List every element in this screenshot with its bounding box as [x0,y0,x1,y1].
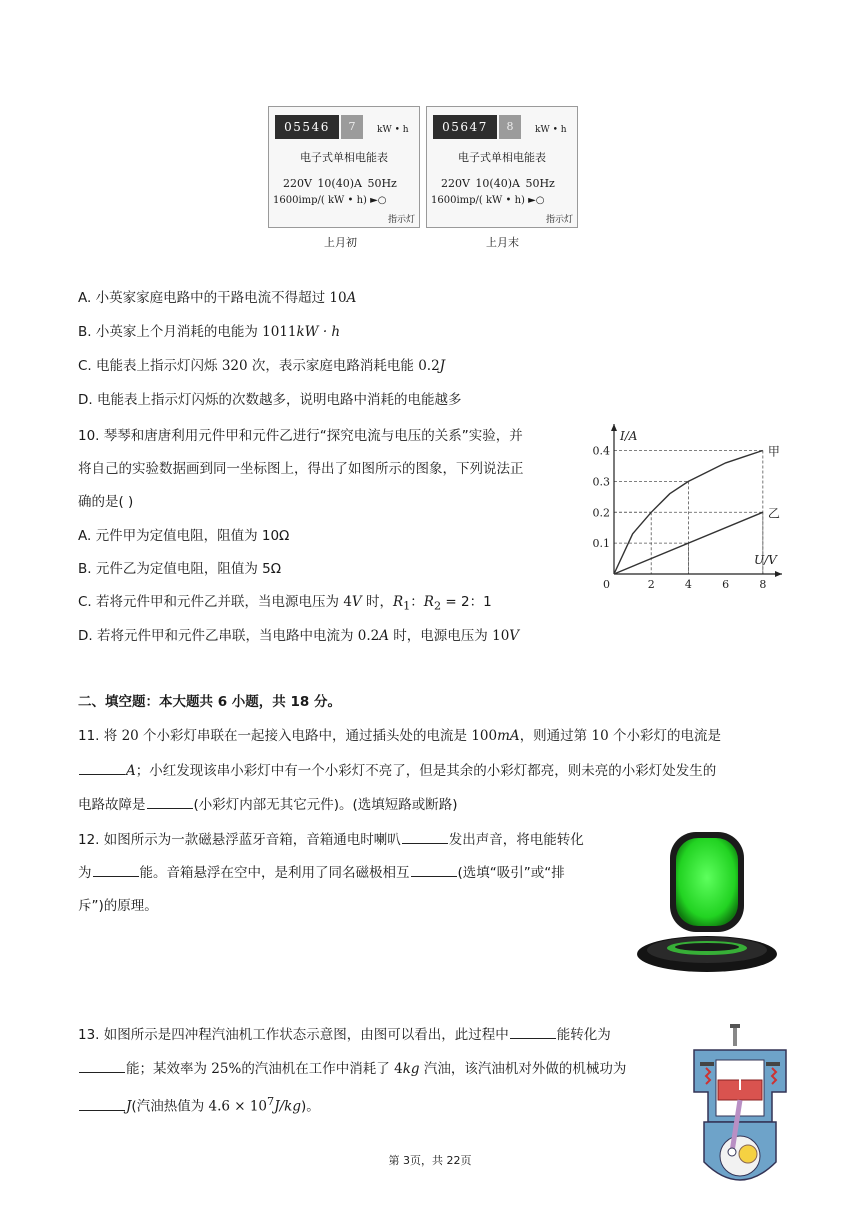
q11-line2: A；小红发现该串小彩灯中有一个小彩灯不亮了，但是其余的小彩灯都亮，则未亮的小彩灯处发生的 [78,760,716,781]
q10-option-a: A. 元件甲为定值电阻，阻值为 10Ω [78,528,290,544]
series-label: 甲 [767,444,780,459]
origin-label: 0 [603,578,610,591]
meter-end [426,106,578,228]
x-tick-label: 8 [759,578,767,591]
iu-chart [588,420,788,592]
meter-name: 电子式单相电能表 [300,151,388,164]
section-title: 二、填空题：本大题共 6 小题，共 18 分。 [78,694,341,710]
page-footer: 第 3页，共 22页 [388,1154,472,1167]
answer-blank [79,1058,125,1073]
meter-last-digit: 7 [341,115,363,139]
q10-option-c: C. 若将元件甲和元件乙并联，当电源电压为 4V 时，$R_1$：$R_2 = 2$：1 [78,594,492,613]
levitating-speaker-image [634,826,780,978]
meter-imp: 1600imp/( kW • h) ►○ [431,195,545,206]
q10-option-d: D. 若将元件甲和元件乙串联，当电路中电流为 0.2A 时，电源电压为 10V [78,628,520,644]
q9-option-b: B. 小英家上个月消耗的电能为 1011kW · h [78,324,341,340]
engine-diagram-image [686,1022,794,1194]
indicator-icon: ►○ [370,195,387,206]
y-tick-label: 0.1 [592,537,610,551]
meter-digits: 05546 [275,115,339,139]
answer-blank [93,862,139,877]
meter-spec: 220V 10(40)A 50Hz [283,177,397,190]
y-axis-label: I/A [620,429,638,443]
q10-stem: 确的是( ) [78,494,134,510]
y-tick-label: 0.4 [592,444,610,458]
q13-line3: J(汽油热值为 $4.6 \times 10^7J/kg$)。 [78,1092,320,1117]
answer-blank [147,794,193,809]
meter-start [268,106,420,228]
meter-caption: 上月末 [486,236,519,249]
meter-name: 电子式单相电能表 [458,151,546,164]
meter-caption: 上月初 [324,236,357,249]
meter-spec: 220V 10(40)A 50Hz [441,177,555,190]
q11-line3: 电路故障是 (小彩灯内部无其它元件)。(选填短路或断路) [78,794,458,815]
q9-option-c: C. 电能表上指示灯闪烁 320 次，表示家庭电路消耗电能 0.2J [78,358,446,374]
meter-last-digit: 8 [499,115,521,139]
indicator-label: 指示灯 [545,215,573,225]
indicator-label: 指示灯 [387,215,415,225]
q12-line2: 为 能。音箱悬浮在空中，是利用了同名磁极相互 (选填“吸引”或“排 [78,862,565,883]
q9-option-a: A. 小英家家庭电路中的干路电流不得超过 10A [78,290,357,306]
answer-blank [411,862,457,877]
x-axis-arrow [775,571,782,577]
y-tick-label: 0.3 [592,475,610,489]
meter-digits: 05647 [433,115,497,139]
y-axis-arrow [611,424,617,431]
answer-blank [79,760,125,775]
q11-line1: 11. 将 20 个小彩灯串联在一起接入电路中，通过插头处的电流是 100mA，则通过第 10 个小彩灯的电流是 [78,728,721,744]
q13-line1: 13. 如图所示是四冲程汽油机工作状态示意图，由图可以看出，此过程中 能转化为 [78,1024,611,1045]
q9-option-d: D. 电能表上指示灯闪烁的次数越多，说明电路中消耗的电能越多 [78,392,462,408]
q10-stem: 将自己的实验数据画到同一坐标图上，得出了如图所示的图象，下列说法正 [78,461,524,477]
x-axis-label: U/V [754,553,777,567]
q10-stem: 10. 琴琴和唐唐利用元件甲和元件乙进行“探究电流与电压的关系”实验，并 [78,428,523,444]
meter-imp: 1600imp/( kW • h) ►○ [273,195,387,206]
answer-blank [402,829,448,844]
q12-line3: 斥”)的原理。 [78,898,158,914]
q10-option-b: B. 元件乙为定值电阻，阻值为 5Ω [78,561,282,577]
meter-unit: kW • h [377,125,409,135]
series-label: 乙 [767,506,780,521]
x-tick-label: 2 [647,578,655,591]
q13-line2: 能；某效率为 25%的汽油机在工作中消耗了 4kg 汽油，该汽油机对外做的机械功为 [78,1058,626,1079]
y-tick-label: 0.2 [592,506,610,520]
x-tick-label: 4 [684,578,692,591]
answer-blank [79,1096,125,1111]
x-tick-label: 6 [722,578,730,591]
answer-blank [510,1024,556,1039]
meter-unit: kW • h [535,125,567,135]
indicator-icon: ►○ [528,195,545,206]
q12-line1: 12. 如图所示为一款磁悬浮蓝牙音箱，音箱通电时喇叭 发出声音，将电能转化 [78,829,584,850]
